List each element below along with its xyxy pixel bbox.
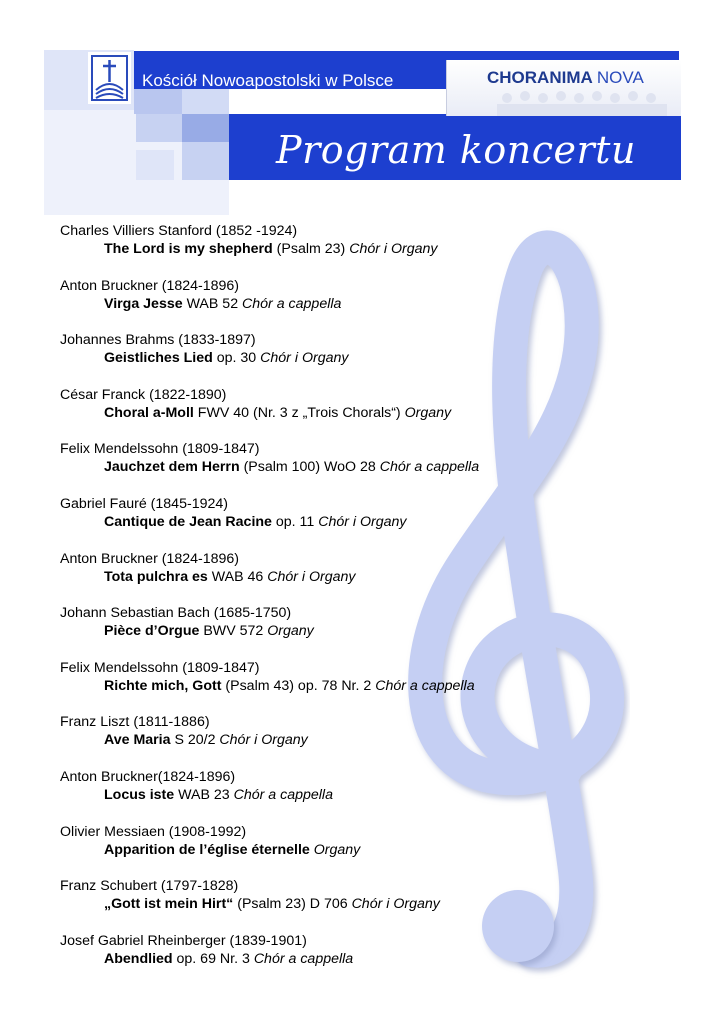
program-entry — [60, 222, 680, 277]
header — [44, 50, 681, 215]
program-list — [60, 222, 680, 986]
work — [60, 349, 680, 367]
work-detail: S 20/2 — [170, 732, 220, 749]
composer: Anton Bruckner (1824-1896) — [60, 550, 240, 567]
composer: Johannes Brahms (1833-1897) — [60, 332, 256, 349]
composer: Felix Mendelssohn (1809-1847) — [60, 441, 260, 458]
program-entry — [60, 495, 680, 550]
work-detail: (Psalm 23) — [272, 241, 350, 257]
work-detail: (Psalm 100) WoO 28 — [239, 459, 380, 476]
work-title: Locus iste — [104, 786, 175, 803]
performers: Organy — [313, 841, 361, 858]
performers: Chór a cappella — [253, 950, 354, 967]
composer: Felix Mendelssohn (1809-1847) — [60, 659, 260, 676]
composer: Josef Gabriel Rheinberger (1839-1901) — [60, 932, 307, 949]
performers: Chór i Organy — [267, 568, 356, 585]
program-entry — [60, 823, 680, 878]
program-entry — [60, 386, 680, 441]
work-detail: BWV 572 — [199, 623, 268, 640]
work — [60, 786, 680, 804]
work-detail: op. 11 — [271, 513, 319, 530]
work-title: Geistliches Lied — [104, 350, 213, 367]
performers: Chór a cappella — [242, 295, 342, 312]
performers: Chór i Organy — [351, 896, 440, 913]
program-entry — [60, 659, 680, 714]
composer: Olivier Messiaen (1908-1992) — [60, 823, 247, 840]
program-entry — [60, 550, 680, 605]
work-title: Apparition de l’église éternelle — [104, 841, 310, 858]
work-detail: FWV 40 (Nr. 3 z „Trois Chorals“) — [193, 404, 405, 421]
work-title: Tota pulchra es — [104, 568, 208, 585]
work — [60, 240, 680, 258]
performers: Chór a cappella — [379, 459, 480, 476]
performers: Organy — [267, 623, 314, 640]
program-entry — [60, 277, 680, 332]
performers: Organy — [404, 404, 452, 421]
work-detail: op. 30 — [212, 350, 261, 367]
work — [60, 731, 680, 749]
choir-name-suffix: NOVA — [596, 68, 644, 87]
work — [60, 513, 680, 531]
program-title: Program koncertu — [276, 128, 636, 172]
composer: Franz Liszt (1811-1886) — [60, 714, 210, 731]
work — [60, 841, 680, 859]
work-detail: WAB 52 — [182, 295, 243, 312]
work-detail: (Psalm 43) op. 78 Nr. 2 — [221, 677, 376, 694]
work — [60, 295, 680, 313]
work-title: Pièce d’Orgue — [104, 623, 200, 640]
work — [60, 458, 680, 476]
performers: Chór i Organy — [219, 732, 308, 749]
work-title: Virga Jesse — [104, 295, 183, 312]
church-logo — [88, 52, 131, 104]
composer: Charles Villiers Stanford (1852 -1924) — [60, 223, 298, 239]
work-title: Abendlied — [104, 950, 173, 967]
work-title: Ave Maria — [104, 732, 171, 749]
composer: Anton Bruckner(1824-1896) — [60, 768, 236, 785]
composer: Franz Schubert (1797-1828) — [60, 878, 239, 895]
work-title: Cantique de Jean Racine — [104, 513, 272, 530]
organization-name: Kościół Nowoapostolski w Polsce — [142, 71, 394, 90]
work-detail: op. 69 Nr. 3 — [172, 950, 254, 967]
choir-name — [487, 68, 644, 88]
composer: César Franck (1822-1890) — [60, 386, 227, 403]
work — [60, 895, 680, 913]
work — [60, 404, 680, 422]
work-title: Jauchzet dem Herrn — [104, 459, 240, 476]
performers: Chór i Organy — [318, 513, 407, 530]
performers: Chór i Organy — [349, 241, 438, 257]
work-title: The Lord is my shepherd — [104, 241, 273, 257]
composer: Gabriel Fauré (1845-1924) — [60, 495, 228, 512]
work-detail: WAB 46 — [207, 568, 268, 585]
choir-name-main: CHORANIMA — [487, 68, 593, 87]
program-entry — [60, 440, 680, 495]
program-entry — [60, 768, 680, 823]
work-title: „Gott ist mein Hirt“ — [104, 896, 234, 913]
work-detail: (Psalm 23) D 706 — [233, 896, 352, 913]
program-entry — [60, 877, 680, 932]
program-entry — [60, 331, 680, 386]
work — [60, 677, 680, 695]
church-logo-icon — [88, 52, 131, 104]
choir-logo — [446, 60, 681, 116]
work — [60, 950, 680, 968]
performers: Chór a cappella — [375, 677, 475, 694]
work-title: Choral a-Moll — [104, 404, 194, 421]
work-title: Richte mich, Gott — [104, 677, 222, 694]
performers: Chór i Organy — [260, 350, 349, 367]
program-entry — [60, 604, 680, 659]
program-entry — [60, 713, 680, 768]
work — [60, 622, 680, 640]
composer: Johann Sebastian Bach (1685-1750) — [60, 605, 292, 622]
performers: Chór a cappella — [233, 786, 333, 803]
work — [60, 568, 680, 586]
composer: Anton Bruckner (1824-1896) — [60, 277, 240, 294]
program-entry — [60, 932, 680, 987]
work-detail: WAB 23 — [174, 786, 234, 803]
